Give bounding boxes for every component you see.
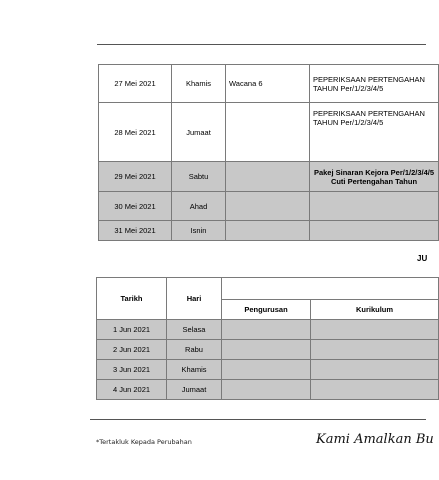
- footer-divider: [90, 419, 426, 420]
- table-row: [99, 162, 439, 192]
- activity-cell: [226, 162, 310, 192]
- program-cell: [310, 192, 439, 221]
- day-cell: Selasa: [167, 320, 222, 340]
- table-row: [97, 360, 439, 380]
- header-date: Tarikh: [97, 278, 167, 320]
- table-row: [99, 192, 439, 221]
- day-cell: Sabtu: [172, 162, 226, 192]
- may-schedule-table: [98, 64, 439, 241]
- activity-cell: [226, 192, 310, 221]
- date-cell: 2 Jun 2021: [97, 340, 167, 360]
- activity-cell: Wacana 6: [226, 65, 310, 103]
- date-cell: 28 Mei 2021: [99, 103, 172, 162]
- table-row: [99, 221, 439, 241]
- date-cell: 1 Jun 2021: [97, 320, 167, 340]
- kurikulum-cell: [311, 320, 439, 340]
- day-cell: Isnin: [172, 221, 226, 241]
- pengurusan-cell: [222, 380, 311, 400]
- header-row: [97, 278, 439, 300]
- kurikulum-cell: [311, 340, 439, 360]
- program-cell: [310, 221, 439, 241]
- day-cell: Jumaat: [167, 380, 222, 400]
- activity-cell: [226, 103, 310, 162]
- table-row: [97, 380, 439, 400]
- program-cell: PEPERIKSAAN PERTENGAHAN TAHUN Per/1/2/3/4/5: [310, 65, 439, 103]
- top-divider: [97, 44, 426, 45]
- table-row: [97, 340, 439, 360]
- date-cell: 29 Mei 2021: [99, 162, 172, 192]
- pengurusan-cell: [222, 340, 311, 360]
- date-cell: 27 Mei 2021: [99, 65, 172, 103]
- pengurusan-cell: [222, 320, 311, 340]
- footnote-text: *Tertakluk Kepada Perubahan: [96, 438, 192, 446]
- header-day: Hari: [167, 278, 222, 320]
- june-month-heading: JU: [417, 254, 428, 263]
- kurikulum-cell: [311, 360, 439, 380]
- day-cell: Jumaat: [172, 103, 226, 162]
- date-cell: 3 Jun 2021: [97, 360, 167, 380]
- date-cell: 31 Mei 2021: [99, 221, 172, 241]
- june-schedule-table: [96, 277, 439, 400]
- day-cell: Ahad: [172, 192, 226, 221]
- day-cell: Khamis: [172, 65, 226, 103]
- day-cell: Khamis: [167, 360, 222, 380]
- pengurusan-cell: [222, 360, 311, 380]
- table-row: [99, 65, 439, 103]
- table-row: [99, 103, 439, 162]
- header-kurikulum: Kurikulum: [311, 300, 439, 320]
- table-row: [97, 320, 439, 340]
- date-cell: 4 Jun 2021: [97, 380, 167, 400]
- date-cell: 30 Mei 2021: [99, 192, 172, 221]
- kurikulum-cell: [311, 380, 439, 400]
- activity-cell: [226, 221, 310, 241]
- program-cell: PEPERIKSAAN PERTENGAHAN TAHUN Per/1/2/3/4/5: [310, 103, 439, 162]
- day-cell: Rabu: [167, 340, 222, 360]
- school-motto: Kami Amalkan Bu: [316, 432, 434, 447]
- program-cell: Pakej Sinaran Kejora Per/1/2/3/4/5 Cuti Pertengahan Tahun: [310, 162, 439, 192]
- header-pengurusan: Pengurusan: [222, 300, 311, 320]
- header-group: [222, 278, 439, 300]
